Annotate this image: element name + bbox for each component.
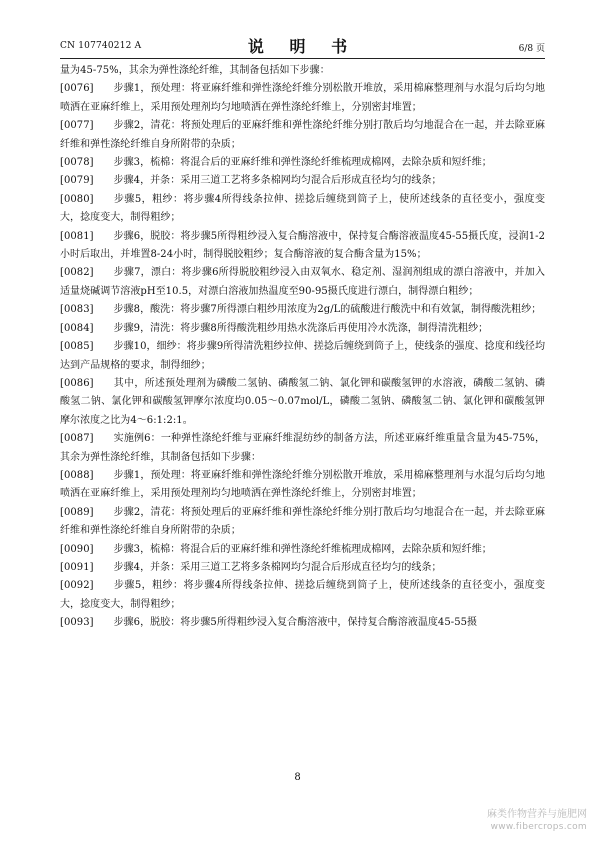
watermark-url: www.fibercrops.com bbox=[490, 822, 587, 832]
paragraph-text: 步骤6，脱胶：将步骤5所得粗纱浸入复合酶溶液中，保持复合酶溶液温度45-55摄 bbox=[113, 617, 478, 629]
paragraph-number: [0085] bbox=[60, 341, 94, 353]
paragraph-text: 步骤10，细纱：将步骤9所得清洗粗纱拉伸、搓捻后缠绕到筒子上，使线条的强度、捻度和线径均达到产品规格的要求，制得细纱； bbox=[60, 341, 545, 371]
paragraph-number: [0093] bbox=[60, 617, 94, 629]
paragraph-text: 步骤2，清花：将预处理后的亚麻纤维和弹性涤纶纤维分别打散后均匀地混合在一起，并去除亚麻纤维和弹性涤纶纤维自身所附带的杂质； bbox=[60, 120, 545, 150]
paragraph-number: [0076] bbox=[60, 83, 94, 95]
paragraph bbox=[60, 172, 545, 190]
paragraph-text: 步骤5，粗纱：将步骤4所得线条拉伸、搓捻后缠绕到筒子上，使所述线条的直径变小，强度变大，捻度变大，制得粗纱； bbox=[60, 580, 545, 610]
paragraph-text: 步骤9，清洗：将步骤8所得酸洗粗纱用热水洗涤后再使用冷水洗涤，制得清洗粗纱； bbox=[113, 322, 489, 334]
paragraph-text: 实施例6：一种弹性涤纶纤维与亚麻纤维混纺纱的制备方法，所述亚麻纤维重量含量为45-75%，其余为弹性涤纶纤维，其制备包括如下步骤： bbox=[60, 433, 545, 463]
paragraph bbox=[60, 62, 545, 80]
paragraph-text: 步骤1，预处理：将亚麻纤维和弹性涤纶纤维分别松散开堆放，采用棉麻整理剂与水混匀后均匀地喷洒在亚麻纤维上，采用预处理剂均匀地喷洒在弹性涤纶纤维上，分别密封堆置； bbox=[60, 469, 545, 500]
paragraph bbox=[60, 117, 545, 154]
paragraph-number: [0080] bbox=[60, 193, 94, 205]
paragraph bbox=[60, 614, 545, 632]
paragraph-text: 步骤1，预处理：将亚麻纤维和弹性涤纶纤维分别松散开堆放，采用棉麻整理剂与水混匀后均匀地喷洒在亚麻纤维上，采用预处理剂均匀地喷洒在弹性涤纶纤维上，分别密封堆置； bbox=[60, 83, 545, 113]
paragraph-text: 步骤4，并条：采用三道工艺将多条棉网均匀混合后形成直径均匀的线条； bbox=[113, 175, 442, 187]
paragraph-number: [0088] bbox=[60, 469, 94, 481]
page-number: 8 bbox=[294, 772, 301, 783]
paragraph bbox=[60, 228, 545, 265]
paragraph-number: [0081] bbox=[60, 230, 94, 242]
paragraph bbox=[60, 154, 545, 172]
paragraph bbox=[60, 467, 545, 504]
paragraph-number: [0091] bbox=[60, 561, 94, 573]
header-divider bbox=[60, 58, 545, 59]
paragraph-number: [0090] bbox=[60, 543, 94, 555]
page-title: 说 明 书 bbox=[247, 37, 358, 56]
page-count: 6/8 页 bbox=[518, 44, 545, 54]
paragraph bbox=[60, 320, 545, 338]
paragraph bbox=[60, 191, 545, 228]
paragraph-text: 步骤8，酸洗：将步骤7所得漂白粗纱用浓度为2g/L的硫酸进行酸洗中和有效氯，制得酸洗粗纱； bbox=[113, 304, 542, 316]
watermark-text: 麻类作物营养与施肥网 bbox=[487, 809, 587, 820]
paragraph-number: [0077] bbox=[60, 120, 94, 132]
paragraph-number: [0079] bbox=[60, 175, 94, 187]
paragraph-text: 步骤4，并条：采用三道工艺将多条棉网均匀混合后形成直径均匀的线条； bbox=[113, 561, 442, 573]
watermark bbox=[467, 808, 587, 833]
paragraph-text: 量为45-75%，其余为弹性涤纶纤维，其制备包括如下步骤： bbox=[60, 65, 330, 76]
paragraph bbox=[60, 264, 545, 301]
paragraph-text: 步骤3，梳棉：将混合后的亚麻纤维和弹性涤纶纤维梳理成棉网，去除杂质和短纤维； bbox=[113, 157, 492, 169]
page-header bbox=[60, 34, 545, 56]
paragraph bbox=[60, 559, 545, 577]
paragraph-number: [0078] bbox=[60, 157, 94, 169]
paragraph-text: 步骤7，漂白：将步骤6所得脱胶粗纱浸入由双氧水、稳定剂、湿润剂组成的漂白溶液中，并加入适量烧碱调节溶液pH至10.5，对漂白溶液加热温度至90-95摄氏度进行漂白，制得漂白粗纱； bbox=[60, 267, 545, 297]
paragraph bbox=[60, 541, 545, 559]
paragraph-text: 步骤6，脱胶：将步骤5所得粗纱浸入复合酶溶液中，保持复合酶溶液温度45-55摄氏度，浸润1-2小时后取出，并堆置8-24小时，制得脱胶粗纱；复合酶溶液的复合酶含量为15%； bbox=[60, 230, 545, 261]
paragraph-text: 步骤5，粗纱：将步骤4所得线条拉伸、搓捻后缠绕到筒子上，使所述线条的直径变小，强度变大，捻度变大，制得粗纱； bbox=[60, 193, 545, 224]
paragraph bbox=[60, 430, 545, 467]
document-body bbox=[60, 62, 545, 633]
paragraph bbox=[60, 80, 545, 117]
paragraph-text: 其中，所述预处理剂为磷酸二氢钠、磷酸氢二钠、氯化钾和碳酸氢钾的水溶液，磷酸二氢钠、磷酸氢二钠、氯化钾和碳酸氢钾摩尔浓度均0.05～0.07mol/L，磷酸二氢钠、磷酸氢二钠、氯化钾和碳酸氢钾摩尔浓度之比为4～6:1:2:1。 bbox=[60, 377, 545, 426]
paragraph bbox=[60, 338, 545, 375]
paragraph-number: [0084] bbox=[60, 322, 94, 334]
paragraph bbox=[60, 375, 545, 430]
paragraph-number: [0086] bbox=[60, 377, 94, 389]
paragraph bbox=[60, 577, 545, 614]
document-id: CN 107740212 A bbox=[60, 41, 142, 51]
paragraph-text: 步骤2，清花：将预处理后的亚麻纤维和弹性涤纶纤维分别打散后均匀地混合在一起，并去除亚麻纤维和弹性涤纶纤维自身所附带的杂质； bbox=[60, 506, 545, 537]
paragraph-number: [0092] bbox=[60, 580, 94, 592]
paragraph-number: [0083] bbox=[60, 304, 94, 316]
paragraph bbox=[60, 301, 545, 319]
paragraph-text: 步骤3，梳棉：将混合后的亚麻纤维和弹性涤纶纤维梳理成棉网，去除杂质和短纤维； bbox=[113, 543, 492, 555]
paragraph-number: [0089] bbox=[60, 506, 94, 518]
paragraph-number: [0087] bbox=[60, 433, 94, 445]
paragraph bbox=[60, 504, 545, 541]
paragraph-number: [0082] bbox=[60, 267, 94, 279]
